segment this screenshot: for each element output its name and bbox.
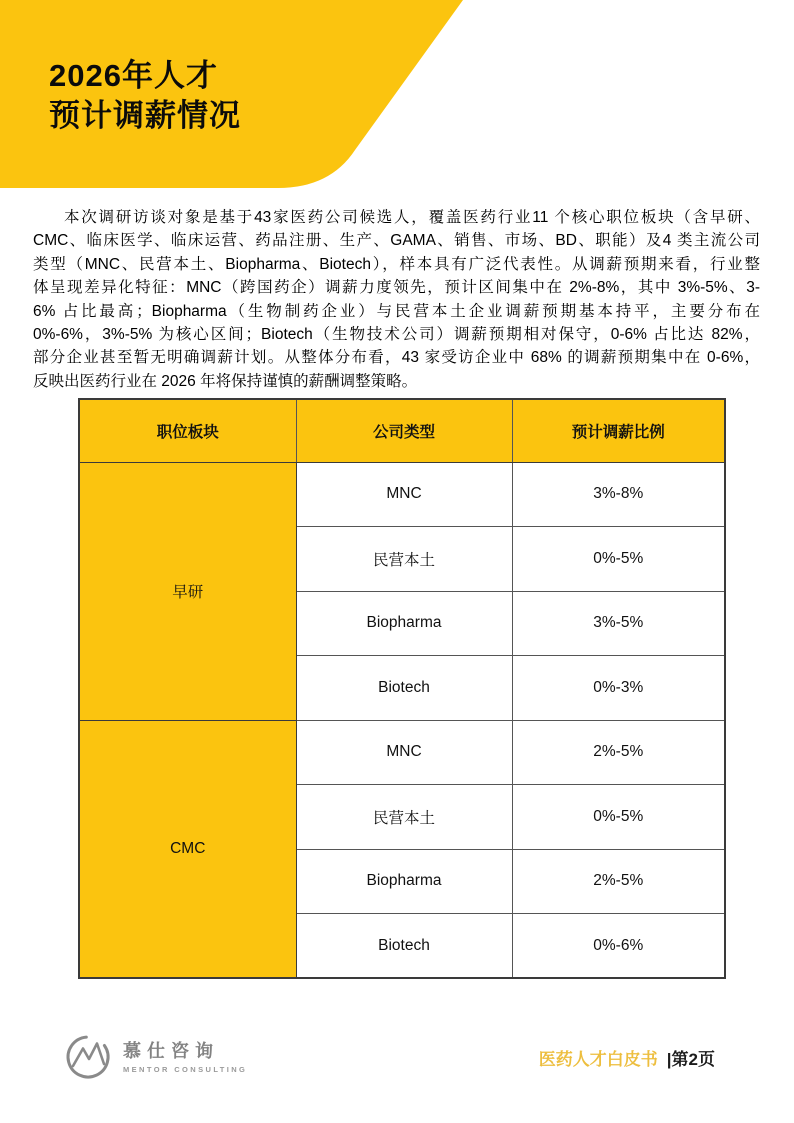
company-type-cell: Biotech bbox=[296, 914, 512, 979]
page-number-label: 第2页 bbox=[671, 1050, 715, 1069]
salary-range-cell: 2%-5% bbox=[512, 720, 725, 785]
page-separator: | bbox=[666, 1050, 672, 1069]
header-expected-raise: 预计调薪比例 bbox=[512, 399, 725, 462]
mountain-circle-logo-icon bbox=[64, 1033, 112, 1081]
company-type-cell: Biopharma bbox=[296, 849, 512, 914]
salary-range-cell: 3%-5% bbox=[512, 591, 725, 656]
salary-range-cell: 3%-8% bbox=[512, 462, 725, 527]
salary-table-wrap bbox=[78, 398, 726, 979]
intro-line: 体呈现差异化特征：MNC（跨国药企）调薪力度领先，预计区间集中在 2%-8%，其中 3%-5%、3- bbox=[33, 279, 760, 297]
masthead-banner bbox=[0, 0, 470, 192]
table-row bbox=[79, 720, 725, 785]
intro-line: 6% 占比最高；Biopharma（生物制药企业）与民营本土企业调薪预期基本持平，主要分布在 bbox=[33, 302, 760, 320]
footer-page-marker bbox=[539, 1045, 715, 1070]
salary-table-body bbox=[79, 462, 725, 978]
sector-cell: 早研 bbox=[79, 462, 296, 720]
company-type-cell: 民营本土 bbox=[296, 785, 512, 850]
doc-name-label: 医药人才白皮书 bbox=[538, 1050, 658, 1069]
brand-name-en: MENTOR CONSULTING bbox=[123, 1064, 248, 1074]
header-position-sector: 职位板块 bbox=[79, 399, 296, 462]
company-type-cell: MNC bbox=[296, 720, 512, 785]
sector-cell: CMC bbox=[79, 720, 296, 978]
company-type-cell: MNC bbox=[296, 462, 512, 527]
salary-range-cell: 0%-5% bbox=[512, 527, 725, 592]
page-title bbox=[49, 56, 241, 136]
brand-name-cn: 慕仕咨询 bbox=[123, 1040, 219, 1061]
intro-line: 0%-6%，3%-5% 为核心区间；Biotech（生物技术公司）调薪预期相对保守，0-6% 占比达 82%， bbox=[33, 325, 760, 343]
company-type-cell: 民营本土 bbox=[296, 527, 512, 592]
salary-range-cell: 0%-3% bbox=[512, 656, 725, 721]
table-row bbox=[79, 462, 725, 527]
page-title-line1: 2026年人才 bbox=[49, 58, 218, 93]
salary-range-cell: 0%-6% bbox=[512, 914, 725, 979]
intro-line: 反映出医药行业在 2026 年将保持谨慎的薪酬调整策略。 bbox=[33, 372, 418, 390]
footer-brand bbox=[64, 1033, 247, 1081]
brand-text-block bbox=[123, 1041, 247, 1074]
intro-line: 部分企业甚至暂无明确调薪计划。从整体分布看，43 家受访企业中 68% 的调薪预期集中在 0-6%， bbox=[33, 349, 760, 367]
salary-range-cell: 2%-5% bbox=[512, 849, 725, 914]
table-header-row bbox=[79, 399, 725, 462]
intro-line: 类型（MNC、民营本土、Biopharma、Biotech），样本具有广泛代表性。从调薪预期来看，行业整 bbox=[33, 255, 760, 273]
intro-paragraph bbox=[33, 206, 760, 393]
salary-range-cell: 0%-5% bbox=[512, 785, 725, 850]
header-company-type: 公司类型 bbox=[296, 399, 512, 462]
page-title-line2: 预计调薪情况 bbox=[49, 98, 241, 133]
company-type-cell: Biotech bbox=[296, 656, 512, 721]
intro-line: CMC、临床医学、临床运营、药品注册、生产、GAMA、销售、市场、BD、职能）及4 类主流公司 bbox=[33, 232, 760, 250]
company-type-cell: Biopharma bbox=[296, 591, 512, 656]
intro-line: 本次调研访谈对象是基于43家医药公司候选人，覆盖医药行业11 个核心职位板块（含早研、 bbox=[64, 209, 760, 226]
salary-table bbox=[78, 398, 726, 979]
